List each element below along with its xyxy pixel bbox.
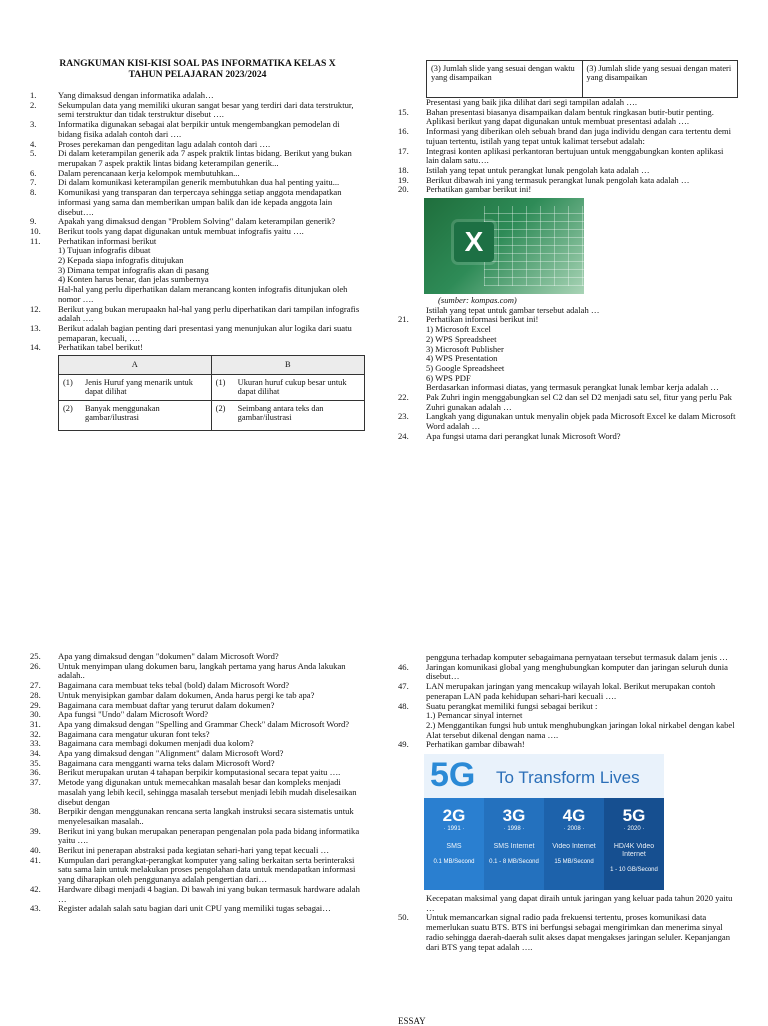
question-number: 49.: [398, 739, 409, 750]
question-item: [30, 807, 365, 826]
table-14: [58, 355, 365, 431]
question-text: Perhatikan gambar dibawah!: [426, 739, 525, 750]
generation-label: 2G: [442, 806, 466, 826]
question-item: [398, 108, 738, 127]
question-number: 5.: [30, 148, 37, 159]
question-text: Bagaimana cara mengatur ukuran font teks?: [58, 728, 210, 739]
question-text: Berikut yang bukan merupaakn hal-hal yang perlu diperhatikan dari tampilan infografis adalah ….: [58, 303, 360, 324]
question-item: [398, 147, 738, 166]
list-item: 3) Microsoft Publisher: [426, 343, 504, 354]
question-21: [398, 315, 738, 393]
5g-tagline: To Transform Lives: [496, 768, 640, 788]
title-line-2: TAHUN PELAJARAN 2023/2024: [128, 69, 267, 81]
question-item: [30, 885, 365, 904]
question-number: 41.: [30, 854, 41, 865]
question-item: [398, 682, 738, 701]
left-column-bottom: [30, 652, 365, 914]
question-text: Bagaimana cara membagi dokumen menjadi dua kolom?: [58, 738, 254, 749]
question-text: Apa yang dimaksud dengan "dokumen" dalam Microsoft Word?: [58, 651, 279, 661]
list-item: 4) WPS Presentation: [426, 353, 498, 364]
5g-heading: 5G: [430, 756, 476, 795]
question-50: [398, 913, 738, 952]
question-text: LAN merupakan jaringan yang mencakup wilayah lokal. Berikut merupakan contoh penerapan LAN pada kehidupan sehari-hari kecuali ….: [426, 681, 716, 701]
question-text: Berikut merupakan urutan 4 tahapan berpikir komputasional secara tepat yaitu ….: [58, 767, 341, 778]
question-text: Dalam perencanaan kerja kelompok membutuhkan...: [58, 167, 240, 178]
question-text: Bahan presentasi biasanya disampaikan dalam bentuk ringkasan butir-butir penting. Aplikasi berikut yang dapat digunakan untuk membuat presentasi adalah ….: [426, 106, 714, 127]
question-number: 37.: [30, 777, 41, 788]
question-list-22-24: [398, 393, 738, 442]
generation-panel: [424, 798, 484, 890]
question-number: 20.: [398, 184, 409, 195]
question-number: 15.: [398, 106, 409, 117]
question-number: 2.: [30, 99, 37, 110]
question-number: 17.: [398, 145, 409, 156]
question-number: 3.: [30, 119, 37, 130]
question-number: 13.: [30, 322, 41, 333]
question-text: Komunikasi yang transparan dan terpercaya sehingga setiap anggota mendapatkan informasi yang sama dan memberikan umpan balik dan ide kepada anggota lain disebut….: [58, 187, 342, 217]
question-text: Yang dimaksud dengan informatika adalah…: [58, 90, 214, 101]
generation-icons: SMS Internet: [493, 843, 535, 850]
question-list-1-10: [30, 91, 365, 237]
question-text: Berikut tools yang dapat digunakan untuk membuat infografis yaitu ….: [58, 225, 304, 236]
generation-label: 5G: [622, 806, 646, 826]
question-text: Apa yang dimaksud dengan "Spelling and Grammar Check" dalam Microsoft Word?: [58, 718, 350, 729]
generation-year: · 2020 ·: [623, 826, 645, 833]
question-number: 29.: [30, 699, 41, 710]
question-text: Di dalam komunikasi keterampilan generik membutuhkan dua hal penting yaitu...: [58, 177, 340, 188]
list-item: 5) Google Spreadsheet: [426, 362, 505, 373]
generation-label: 4G: [562, 806, 586, 826]
question-item: [30, 856, 365, 885]
question-item: [30, 324, 365, 343]
generation-panel: [604, 798, 664, 890]
cell-number: (1): [215, 377, 226, 387]
question-number: 8.: [30, 187, 37, 198]
question-item: [30, 101, 365, 120]
question-text: Perhatikan informasi berikut: [58, 235, 157, 246]
question-text: Integrasi konten aplikasi perkantoran bertujuan untuk menggabungkan konten aplikasi lain dalam satu….: [426, 145, 724, 166]
question-text: Perhatikan gambar berikut ini!: [426, 184, 532, 195]
question-number: 46.: [398, 661, 409, 672]
question-number: 47.: [398, 681, 409, 692]
question-list-46-47: [398, 663, 738, 702]
question-text: Apa yang dimaksud dengan "Alignment" dalam Microsoft Word?: [58, 748, 284, 759]
generation-year: · 1998 ·: [503, 826, 525, 833]
question-item: [398, 393, 738, 412]
network-generations-image: [424, 754, 664, 890]
question-number: 43.: [30, 903, 41, 914]
question-text: Istilah yang tepat untuk perangkat lunak pengolah kata adalah …: [426, 164, 650, 175]
question-text: Metode yang digunakan untuk memecahkan masalah besar dan kompleks menjadi masalah yang lebih kecil, sehingga masalah tersebut menjadi lebih mudah diselesaikan disebut dengan: [58, 777, 357, 807]
question-text: Berikut adalah bagian penting dari presentasi yang menunjukan alur logika dari suatu pemaparan, kecuali, ….: [58, 322, 352, 343]
generation-label: 3G: [502, 806, 526, 826]
question-number: 19.: [398, 174, 409, 185]
question-48: [398, 702, 738, 741]
question-list-25-43: [30, 652, 365, 914]
question-text: Jaringan komunikasi global yang menghubungkan komputer dan jaringan seluruh dunia disebut…: [426, 661, 728, 682]
question-item: [30, 305, 365, 324]
question-text: Apakah yang dimaksud dengan "Problem Solving" dalam keterampilan generik?: [58, 216, 336, 227]
question-text: Register adalah salah satu bagian dari unit CPU yang memiliki tugas sebagai…: [58, 903, 331, 914]
question-text: Perhatikan informasi berikut ini!: [426, 314, 539, 325]
cell-number: (2): [215, 403, 226, 413]
question-number: 21.: [398, 314, 409, 325]
question-list-48: [398, 702, 738, 751]
generation-year: · 2008 ·: [563, 826, 585, 833]
spreadsheet-grid: [484, 206, 584, 286]
question-number: 32.: [30, 728, 41, 739]
question-number: 25.: [30, 651, 41, 661]
question-number: 34.: [30, 748, 41, 759]
essay-heading: ESSAY: [398, 1016, 426, 1026]
generation-icons: Video Internet: [552, 843, 596, 850]
question-text: Langkah yang digunakan untuk menyalin objek pada Microsoft Excel ke dalam Microsoft Word adalah …: [426, 411, 736, 432]
list-item: 2) WPS Spreadsheet: [426, 333, 497, 344]
question-item: [30, 120, 365, 139]
question-item: [398, 412, 738, 431]
table-row: [59, 374, 365, 400]
table-cell: (3) Jumlah slide yang sesuai dengan waktu yang disampaikan: [427, 61, 583, 98]
list-item: 2) Kepada siapa infografis ditujukan: [58, 255, 184, 266]
question-tail: Berdasarkan informasi diatas, yang termasuk perangkat lunak lembar kerja adalah …: [426, 382, 719, 393]
generation-panel: [544, 798, 604, 890]
right-column-bottom: [398, 653, 738, 952]
question-tail: Hal-hal yang perlu diperhatikan dalam merancang konten infografis ditunjukan oleh nomor ….: [58, 284, 348, 304]
question-item: [30, 149, 365, 168]
question-text: Proses perekaman dan pengeditan lagu adalah contoh dari ….: [58, 138, 271, 149]
question-item: [30, 188, 365, 217]
list-item: 3) Dimana tempat infografis akan di pasang: [58, 264, 209, 275]
question-number: 12.: [30, 303, 41, 314]
question-list-12-14: [30, 305, 365, 354]
table-row: [59, 400, 365, 431]
generation-speed: 0.1 MB/Second: [433, 858, 475, 865]
question-number: 40.: [30, 845, 41, 856]
question-number: 18.: [398, 164, 409, 175]
question-number: 39.: [30, 825, 41, 836]
question-text: Berikut ini penerapan abstraksi pada kegiatan sehari-hari yang tepat kecuali …: [58, 845, 330, 856]
question-number: 22.: [398, 392, 409, 403]
table-row: [427, 61, 738, 98]
image-caption: (sumber: kompas.com): [438, 295, 517, 306]
question-number: 7.: [30, 177, 37, 188]
list-item: 4) Konten harus benar, dan jelas sumbernya: [58, 274, 209, 285]
question-text: Untuk menyimpan ulang dokumen baru, langkah pertama yang harus Anda lakukan adalah..: [58, 660, 346, 681]
question-number: 14.: [30, 342, 41, 353]
generation-icons: SMS: [446, 843, 462, 850]
question-text: Perhatikan tabel berikut!: [58, 342, 143, 353]
question-text: Berpikir dengan menggunakan rencana serta langkah instruksi secara sistematis untuk menyelesaikan masalah..: [58, 806, 354, 826]
question-tail: Alat tersebut dikenal dengan nama ….: [426, 729, 559, 740]
cell-number: (1): [63, 377, 73, 387]
table-cell: Ukuran huruf cukup besar untuk dapat dilihat: [237, 377, 347, 397]
question-number: 4.: [30, 138, 37, 149]
question-list-21: [398, 315, 738, 393]
question-text: Untuk menyisipkan gambar dalam dokumen, Anda harus pergi ke tab apa?: [58, 689, 315, 700]
question-text: Bagaimana cara membuat teks tebal (bold) dalam Microsoft Word?: [58, 680, 290, 691]
question-item: [30, 778, 365, 807]
question-text: Pak Zuhri ingin menggabungkan sel C2 dan sel D2 menjadi satu sel, fitur yang perlu Pak Zuhri gunakan adalah …: [426, 392, 732, 412]
question-number: 48.: [398, 700, 409, 711]
question-number: 42.: [30, 883, 41, 894]
table-14-continued: [426, 60, 738, 98]
generation-year: · 1991 ·: [443, 826, 465, 833]
question-number: 28.: [30, 689, 41, 700]
list-item: 2.) Menggantikan fungsi hub untuk menghubungkan jaringan lokal nirkabel dengan kabel: [426, 719, 735, 730]
document-title: [30, 58, 365, 80]
table-cell: Banyak menggunakan gambar/ilustrasi: [85, 403, 160, 422]
question-text: Berikut ini yang bukan merupakan penerapan pengenalan pola pada bidang informatika yaitu ….: [58, 825, 360, 846]
question-number: 31.: [30, 718, 41, 729]
left-column-top: [30, 58, 365, 435]
question-20-tail: Istilah yang tepat untuk gambar tersebut adalah …: [426, 304, 600, 315]
list-item: 1) Tujuan infografis dibuat: [58, 245, 151, 256]
table-header-b: B: [211, 356, 364, 374]
question-item: [30, 662, 365, 681]
generation-icons: HD/4K Video Internet: [613, 843, 655, 858]
question-text: Di dalam keterampilan generik ada 7 aspek praktik lintas bidang. Berikut yang bukan merupakan 7 aspek praktik lintas bidang keterampilan generik...: [58, 148, 352, 168]
question-45-tail: pengguna terhadap komputer sebagaimana pernyataan tersebut termasuk dalam jenis …: [426, 652, 728, 662]
question-49: [398, 740, 738, 750]
question-item: [398, 432, 738, 442]
question-item: [30, 904, 365, 914]
question-text: Apa fungsi "Undo" dalam Microsoft Word?: [58, 709, 209, 720]
question-number: 11.: [30, 235, 41, 246]
list-item: 1) Microsoft Excel: [426, 324, 491, 335]
question-text: Bagaimana cara mengganti warna teks dalam Microsoft Word?: [58, 757, 275, 768]
question-number: 10.: [30, 225, 41, 236]
question-number: 30.: [30, 709, 41, 720]
question-item: [30, 343, 365, 353]
generation-speed: 1 - 10 GB/Second: [610, 866, 658, 873]
table-cell: Jenis Huruf yang menarik untuk dapat dilihat: [85, 377, 193, 397]
question-number: 23.: [398, 411, 409, 422]
question-number: 33.: [30, 738, 41, 749]
question-number: 50.: [398, 912, 409, 923]
question-number: 38.: [30, 806, 41, 817]
right-column-top: [398, 60, 738, 442]
excel-logo-icon: X: [454, 222, 494, 262]
question-49-tail: Kecepatan maksimal yang dapat diraih untuk jaringan yang keluar pada tahun 2020 yaitu …: [426, 893, 733, 913]
generation-speed: 15 MB/Second: [554, 858, 594, 865]
question-text: Suatu perangkat memiliki fungsi sebagai berikut :: [426, 700, 598, 711]
excel-screenshot-image: [424, 198, 584, 294]
question-item: [398, 127, 738, 146]
generation-speed: 0.1 - 8 MB/Second: [489, 858, 539, 865]
question-text: Informatika digunakan sebagai alat berpikir untuk mengembangkan pemodelan di bidang fisika adalah contoh dari ….: [58, 119, 340, 139]
table-header-a: A: [59, 356, 212, 374]
cell-number: (2): [63, 403, 73, 413]
question-list-50: [398, 913, 738, 952]
list-item: 6) WPS PDF: [426, 372, 471, 383]
question-text: Kumpulan dari perangkat-perangkat komputer yang saling berkaitan serta berinteraksi satu sama lain untuk melakukan proses pengolahan data untuk mendapatkan informasi yang diharapkan oleh penggunanya adalah pengertian dari…: [58, 854, 356, 885]
question-number: 35.: [30, 757, 41, 768]
question-number: 26.: [30, 660, 41, 671]
question-text: Untuk memancarkan signal radio pada frekuensi tertentu, proses komunikasi data memerlukan suatu BTS. BTS ini berfungsi sebagai mengirimkan dan menerima sinyal radio sehingga daerah-daerah sulit akses dapat mengakses jaringan seluler. Kepanjangan dari BTS yang tepat adalah ….: [426, 912, 731, 952]
question-number: 24.: [398, 430, 409, 441]
table-cell: Seimbang antara teks dan gambar/ilustrasi: [237, 403, 324, 422]
question-number: 9.: [30, 216, 37, 227]
question-text: Hardware dibagi menjadi 4 bagian. Di bawah ini yang bukan termasuk hardware adalah …: [58, 883, 360, 904]
table-cell: (3) Jumlah slide yang sesuai dengan materi yang disampaikan: [582, 61, 738, 98]
question-14-tail: Presentasi yang baik jika dilihat dari segi tampilan adalah ….: [426, 97, 637, 107]
question-11: [30, 237, 365, 305]
list-item: 1.) Pemancar sinyal internet: [426, 710, 523, 721]
question-list-15-20: [398, 108, 738, 195]
question-number: 6.: [30, 167, 37, 178]
question-item: [398, 663, 738, 682]
generation-panels: [424, 798, 664, 890]
question-number: 16.: [398, 126, 409, 137]
question-item: [30, 827, 365, 846]
question-text: Apa fungsi utama dari perangkat lunak Microsoft Word?: [426, 430, 621, 441]
title-line-1: RANGKUMAN KISI-KISI SOAL PAS INFORMATIKA KELAS X: [59, 58, 336, 69]
question-number: 27.: [30, 680, 41, 691]
question-item: [398, 185, 738, 195]
question-text: Berikut dibawah ini yang termasuk perangkat lunak pengolah kata adalah …: [426, 174, 690, 185]
question-text: Bagaimana cara membuat daftar yang terurut dalam dokumen?: [58, 699, 275, 710]
question-number: 1.: [30, 90, 37, 101]
question-text: Sekumpulan data yang memiliki ukuran sangat besar yang terdiri dari data terstruktur, semi terstruktur dan tidak terstruktur disebut ….: [58, 99, 354, 120]
question-number: 36.: [30, 767, 41, 778]
generation-panel: [484, 798, 544, 890]
question-list-11: [30, 237, 365, 305]
question-text: Informasi yang diberikan oleh sebuah brand dan juga individu dengan cara tertentu demi tujuan tertentu, istilah yang tepat untuk kalimat tersebut adalah:: [426, 126, 731, 146]
